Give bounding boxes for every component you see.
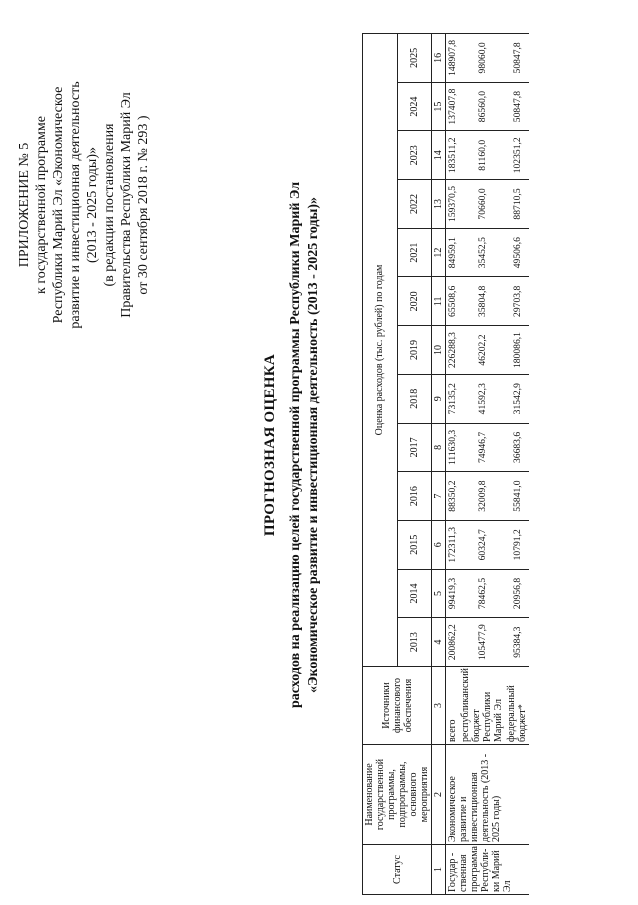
value-cell: 111630,3 (446, 423, 460, 472)
appendix-line: Правительства Республики Марий Эл (119, 92, 134, 318)
col-number: 1 (432, 845, 446, 895)
col-number: 6 (432, 520, 446, 569)
value-cell: 183511,2 (446, 131, 460, 180)
appendix-line: развитие и инвестиционная деятельность (68, 81, 83, 329)
appendix-line: от 30 сентября 2018 г. № 293 ) (136, 115, 151, 295)
value-cell: 99419,3 (446, 569, 460, 618)
value-cell: 41592,3 (459, 374, 505, 423)
header-estimate: Оценка расходов (тыс. рублей) по годам (363, 34, 398, 667)
appendix-line: (в редакции постановления (102, 123, 117, 287)
col-number: 9 (432, 374, 446, 423)
col-number: 12 (432, 228, 446, 277)
value-cell: 86560,0 (459, 82, 505, 131)
col-number: 15 (432, 82, 446, 131)
value-cell: 95384,3 (505, 618, 529, 667)
program-name-cell: Экономическое развитие и инвестиционная деятельность (2013 - 2025 годы) (446, 745, 530, 845)
value-cell: 98060,0 (459, 34, 505, 83)
year-header: 2016 (397, 472, 432, 521)
document-title (262, 105, 323, 785)
col-number: 5 (432, 569, 446, 618)
year-header: 2013 (397, 618, 432, 667)
value-cell: 88350,2 (446, 472, 460, 521)
value-cell: 49506,6 (505, 228, 529, 277)
title-sub (287, 105, 323, 785)
value-cell: 105477,9 (459, 618, 505, 667)
value-cell: 10791,2 (505, 520, 529, 569)
value-cell: 88710,5 (505, 180, 529, 229)
header-status: Статус (363, 845, 432, 895)
col-number: 8 (432, 423, 446, 472)
value-cell: 35452,5 (459, 228, 505, 277)
value-cell: 32009,8 (459, 472, 505, 521)
value-cell: 102351,2 (505, 131, 529, 180)
status-cell: Государ - ственная программа Республи- ки Марий Эл (446, 845, 530, 895)
title-sub-line-2: «Экономическое развитие и инвестиционная деятельность (2013 - 2025 годы)» (306, 196, 321, 694)
value-cell: 74946,7 (459, 423, 505, 472)
value-cell: 36683,6 (505, 423, 529, 472)
value-cell: 148907,8 (446, 34, 460, 83)
year-header: 2020 (397, 277, 432, 326)
value-cell: 50847,8 (505, 34, 529, 83)
value-cell: 73135,2 (446, 374, 460, 423)
col-number: 3 (432, 667, 446, 745)
appendix-line: Республики Марий Эл «Экономическое (51, 86, 66, 324)
value-cell: 137407,8 (446, 82, 460, 131)
header-sources: Источники финансового обеспечения (363, 667, 432, 745)
year-header: 2023 (397, 131, 432, 180)
appendix-block (16, 55, 152, 355)
value-cell: 50847,8 (505, 82, 529, 131)
year-header: 2019 (397, 326, 432, 375)
value-cell: 46202,2 (459, 326, 505, 375)
source-cell: республиканский бюджет Республики Марий Эл (459, 667, 505, 745)
col-number: 7 (432, 472, 446, 521)
value-cell: 84959,1 (446, 228, 460, 277)
value-cell: 172311,3 (446, 520, 460, 569)
value-cell: 20956,8 (505, 569, 529, 618)
title-main: ПРОГНОЗНАЯ ОЦЕНКА (262, 353, 278, 537)
value-cell: 180086,1 (505, 326, 529, 375)
year-header: 2014 (397, 569, 432, 618)
year-header: 2022 (397, 180, 432, 229)
year-header: 2015 (397, 520, 432, 569)
value-cell: 200862,2 (446, 618, 460, 667)
col-number: 11 (432, 277, 446, 326)
year-header: 2017 (397, 423, 432, 472)
col-number: 10 (432, 326, 446, 375)
column-number-row (432, 34, 446, 895)
estimate-table (362, 33, 529, 895)
appendix-line: (2013 - 2025 годы)» (85, 147, 100, 264)
value-cell: 31542,9 (505, 374, 529, 423)
col-number: 4 (432, 618, 446, 667)
table-row (446, 34, 460, 895)
value-cell: 65508,6 (446, 277, 460, 326)
value-cell: 29703,8 (505, 277, 529, 326)
value-cell: 81160,0 (459, 131, 505, 180)
source-cell: всего (446, 667, 460, 745)
source-cell: федеральный бюджет* (505, 667, 529, 745)
value-cell: 78462,5 (459, 569, 505, 618)
year-header: 2025 (397, 34, 432, 83)
col-number: 16 (432, 34, 446, 83)
year-header: 2021 (397, 228, 432, 277)
header-name: Наименование государственной программы, подпрограммы, основного мероприятия (363, 745, 432, 845)
value-cell: 60324,7 (459, 520, 505, 569)
col-number: 14 (432, 131, 446, 180)
rotated-page (0, 25, 620, 905)
value-cell: 70660,0 (459, 180, 505, 229)
value-cell: 55841,0 (505, 472, 529, 521)
col-number: 13 (432, 180, 446, 229)
appendix-line: к государственной программе (34, 116, 49, 294)
value-cell: 159370,5 (446, 180, 460, 229)
col-number: 2 (432, 745, 446, 845)
year-header: 2018 (397, 374, 432, 423)
title-sub-line-1: расходов на реализацию целей государственной программы Республики Марий Эл (288, 181, 303, 709)
value-cell: 35804,8 (459, 277, 505, 326)
year-header: 2024 (397, 82, 432, 131)
appendix-line: ПРИЛОЖЕНИЕ № 5 (17, 142, 32, 268)
value-cell: 226288,3 (446, 326, 460, 375)
